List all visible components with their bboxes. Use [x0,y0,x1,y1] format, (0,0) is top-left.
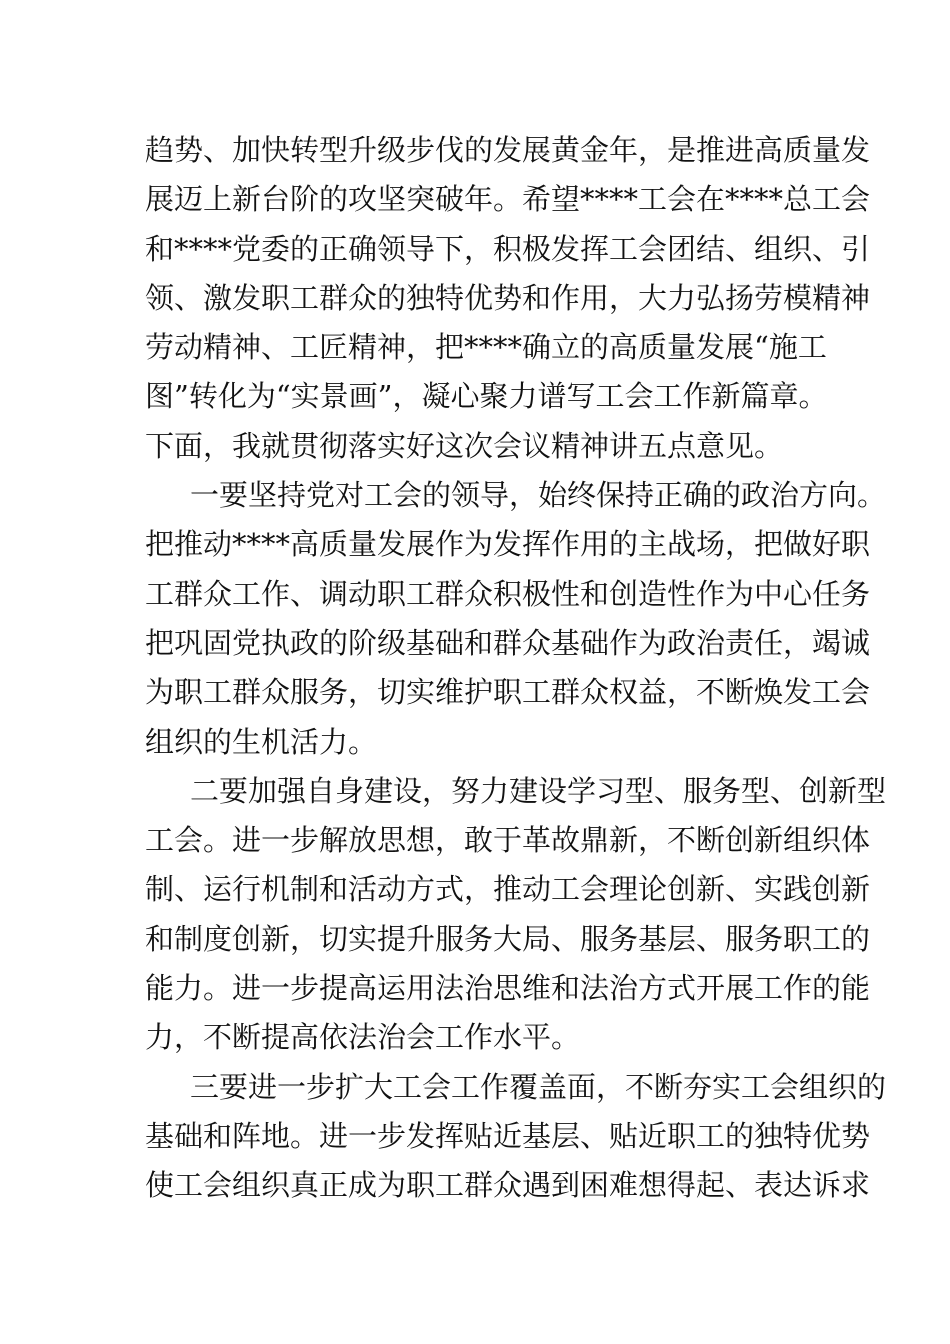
text-line: 三要进一步扩大工会工作覆盖面，不断夯实工会组织的 [190,1069,887,1104]
text-line: 能力。进一步提高运用法治思维和法治方式开展工作的能 [145,971,871,1006]
text-line: 一要坚持党对工会的领导，始终保持正确的政治方向。 [190,478,887,513]
text-line: 工群众工作、调动职工群众积极性和创造性作为中心任务 [145,576,871,611]
text-line: 和****党委的正确领导下，积极发挥工会团结、组织、引 [145,231,871,266]
text-line: 趋势、加快转型升级步伐的发展黄金年，是推进高质量发 [145,133,871,167]
text-line: 基础和阵地。进一步发挥贴近基层、贴近职工的独特优势 [145,1118,871,1153]
text-line: 把推动****高质量发展作为发挥作用的主战场，把做好职 [145,527,871,562]
text-line: 图”转化为“实景画”，凝心聚力谱写工会工作新篇章。 [145,379,828,414]
text-line: 展迈上新台阶的攻坚突破年。希望****工会在****总工会 [145,182,871,217]
text-line: 制、运行机制和活动方式，推动工会理论创新、实践创新 [145,872,871,907]
text-line: 把巩固党执政的阶级基础和群众基础作为政治责任，竭诚 [145,625,871,660]
text-line: 二要加强自身建设，努力建设学习型、服务型、创新型 [190,773,887,808]
text-line: 为职工群众服务，切实维护职工群众权益，不断焕发工会 [145,675,871,710]
text-line: 组织的生机活力。 [145,724,378,759]
text-line: 下面，我就贯彻落实好这次会议精神讲五点意见。 [145,428,784,463]
text-line: 力，不断提高依法治会工作水平。 [145,1020,581,1055]
text-line: 使工会组织真正成为职工群众遇到困难想得起、表达诉求 [145,1168,871,1203]
text-line: 工会。进一步解放思想，敢于革故鼎新，不断创新组织体 [145,823,871,858]
text-line: 劳动精神、工匠精神，把****确立的高质量发展“施工 [145,330,827,365]
text-line: 领、激发职工群众的独特优势和作用，大力弘扬劳模精神 [145,280,871,315]
body-text [145,126,887,1211]
text-line: 和制度创新，切实提升服务大局、服务基层、服务职工的 [145,921,871,956]
